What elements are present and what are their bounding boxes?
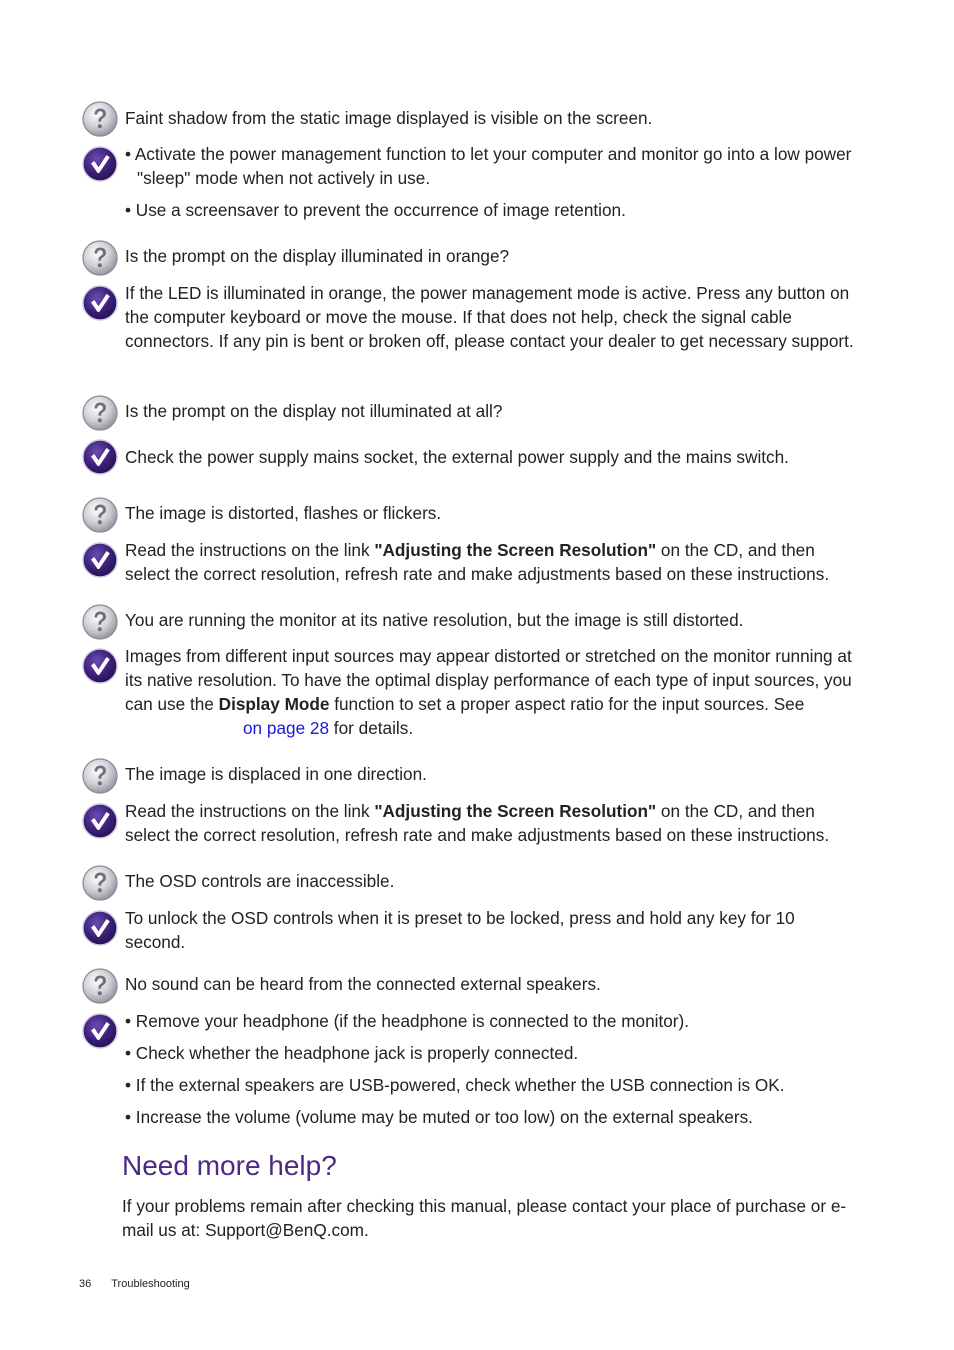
faq-question: You are running the monitor at its native resolution, but the image is still distorted. [125, 610, 744, 630]
page-number: 36 [79, 1278, 92, 1290]
check-mark-icon [81, 647, 119, 685]
question-mark-icon [81, 496, 119, 534]
question-mark-icon [81, 394, 119, 432]
faq-answer: Images from different input sources may appear distorted or stretched on the monitor running at its native resolution. To have the optimal display performance of each type of input sources, you can use the Display Mode function to set a proper aspect ratio for the input sources. See on page 28 for details. [125, 646, 852, 738]
faq-answer: Read the instructions on the link "Adjusting the Screen Resolution" on the CD, and then select the correct resolution, refresh rate and make adjustments based on these instructions. [125, 801, 830, 845]
faq-question: Faint shadow from the static image displayed is visible on the screen. [125, 108, 653, 128]
answer-bullet: • Check whether the headphone jack is properly connected. [125, 1043, 579, 1063]
question-mark-icon [81, 757, 119, 795]
faq-question: Is the prompt on the display not illuminated at all? [125, 401, 503, 421]
question-mark-icon [81, 864, 119, 902]
question-mark-icon [81, 603, 119, 641]
question-mark-icon [81, 100, 119, 138]
page-reference-link[interactable]: on page 28 [243, 718, 330, 738]
check-mark-icon [81, 1012, 119, 1050]
page-footer [79, 1278, 190, 1290]
faq-answer [125, 142, 855, 222]
faq-question: Is the prompt on the display illuminated in orange? [125, 246, 510, 266]
answer-bullet: • Activate the power management function to let your computer and monitor go into a low power "sleep" mode when not actively in use. [125, 144, 852, 188]
faq-answer: If the LED is illuminated in orange, the power management mode is active. Press any button on the computer keyboard or move the mouse. If that does not help, check the signal cable connectors. If any pin is bent or broken off, please contact your dealer to get necessary support. [125, 283, 854, 351]
question-mark-icon [81, 967, 119, 1005]
link-adjusting-resolution: "Adjusting the Screen Resolution" [374, 801, 657, 821]
faq-answer [125, 1009, 855, 1129]
faq-question: The image is distorted, flashes or flickers. [125, 503, 442, 523]
answer-bullet: • If the external speakers are USB-powered, check whether the USB connection is OK. [125, 1075, 785, 1095]
answer-bullet: • Remove your headphone (if the headphone is connected to the monitor). [125, 1011, 690, 1031]
answer-bullet: • Use a screensaver to prevent the occurrence of image retention. [125, 200, 626, 220]
display-mode-term: Display Mode [218, 694, 330, 714]
check-mark-icon [81, 438, 119, 476]
faq-answer: Check the power supply mains socket, the external power supply and the mains switch. [125, 447, 789, 467]
faq-question: The image is displaced in one direction. [125, 764, 427, 784]
section-name: Troubleshooting [111, 1278, 190, 1290]
faq-answer: To unlock the OSD controls when it is preset to be locked, press and hold any key for 10 second. [125, 908, 795, 952]
faq-question: No sound can be heard from the connected external speakers. [125, 974, 601, 994]
check-mark-icon [81, 145, 119, 183]
link-adjusting-resolution: "Adjusting the Screen Resolution" [374, 540, 657, 560]
need-more-help-heading: Need more help? [122, 1150, 337, 1181]
faq-answer: Read the instructions on the link "Adjusting the Screen Resolution" on the CD, and then select the correct resolution, refresh rate and make adjustments based on these instructions. [125, 540, 830, 584]
answer-bullet: • Increase the volume (volume may be muted or too low) on the external speakers. [125, 1107, 753, 1127]
check-mark-icon [81, 541, 119, 579]
check-mark-icon [81, 802, 119, 840]
check-mark-icon [81, 284, 119, 322]
question-mark-icon [81, 239, 119, 277]
check-mark-icon [81, 909, 119, 947]
faq-question: The OSD controls are inaccessible. [125, 871, 395, 891]
need-more-help-body: If your problems remain after checking this manual, please contact your place of purchase or e-mail us at: Support@BenQ.com. [122, 1196, 847, 1240]
